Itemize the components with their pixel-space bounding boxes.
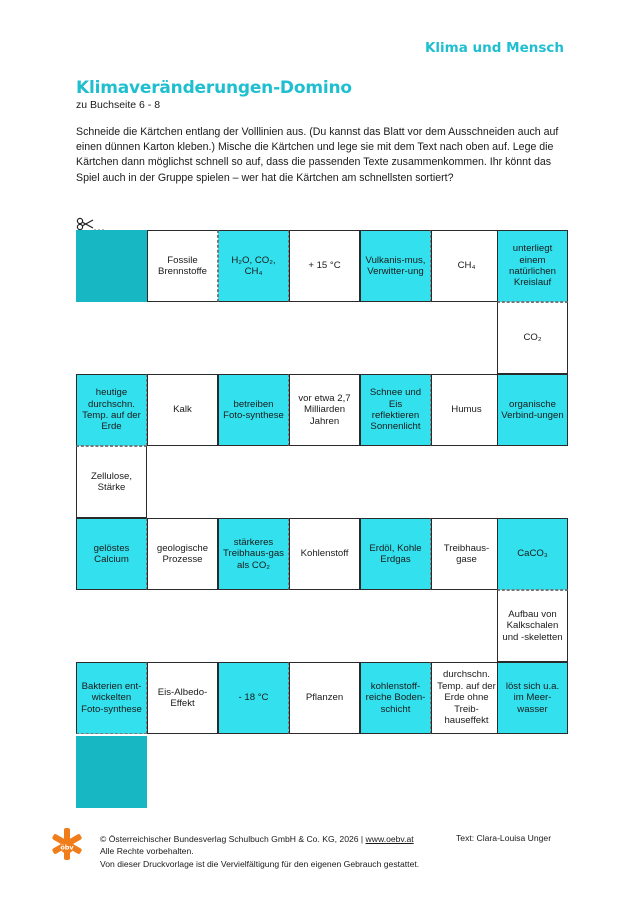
start-block (76, 230, 147, 302)
domino-card[interactable]: - 18 °C (218, 662, 289, 734)
domino-card[interactable]: vor etwa 2,7 Milliarden Jahren (289, 374, 360, 446)
domino-card[interactable]: betreiben Foto-synthese (218, 374, 289, 446)
instructions-text: Schneide die Kärtchen entlang der Volllinien aus. (Du kannst das Blatt vor dem Ausschneiden auch auf einen dünnen Karton kleben.) Mische die Kärtchen und lege sie mit dem Text nach oben auf. Lege die Kärtchen dann möglichst schnell so auf, dass die passenden Texte zusammenkommen. Ihr könnt das Spiel auch in der Gruppe spielen – wer hat die Kärtchen am schnellsten sortiert? (76, 126, 559, 184)
rights-text: Alle Rechte vorbehalten. (100, 846, 194, 857)
domino-card[interactable]: unterliegt einem natürlichen Kreislauf (497, 230, 568, 302)
domino-card[interactable]: stärkeres Treibhaus-gas als CO₂ (218, 518, 289, 590)
domino-card[interactable]: H₂O, CO₂, CH₄ (218, 230, 289, 302)
domino-card[interactable]: CaCO₃ (497, 518, 568, 590)
domino-card[interactable]: + 15 °C (289, 230, 360, 302)
domino-card[interactable]: CH₄ (431, 230, 502, 302)
oebv-logo (52, 827, 82, 861)
domino-card[interactable]: Eis-Albedo-Effekt (147, 662, 218, 734)
domino-card[interactable]: gelöstes Calcium (76, 518, 147, 590)
domino-card[interactable]: Fossile Brennstoffe (147, 230, 218, 302)
logo-text: öbv (60, 843, 74, 852)
domino-card[interactable]: kohlenstoff-reiche Boden-schicht (360, 662, 431, 734)
page-title: Klimaveränderungen-Domino (76, 78, 352, 98)
domino-card[interactable]: Erdöl, Kohle Erdgas (360, 518, 431, 590)
domino-card[interactable]: geologische Prozesse (147, 518, 218, 590)
domino-card[interactable]: Kalk (147, 374, 218, 446)
domino-card[interactable]: Humus (431, 374, 502, 446)
domino-card[interactable]: CO₂ (497, 302, 568, 374)
domino-card[interactable]: Schnee und Eis reflektieren Sonnenlicht (360, 374, 431, 446)
page-subtitle: zu Buchseite 6 - 8 (76, 99, 161, 111)
author-credit: Text: Clara-Louisa Unger (456, 833, 552, 843)
footer (100, 833, 419, 870)
end-block (76, 736, 147, 808)
publisher-link[interactable]: www.oebv.at (365, 834, 414, 844)
domino-card[interactable]: Aufbau von Kalkschalen und -skeletten (497, 590, 568, 662)
domino-card[interactable]: organische Verbind-ungen (497, 374, 568, 446)
domino-grid (76, 230, 568, 808)
domino-card[interactable]: Pflanzen (289, 662, 360, 734)
domino-card[interactable]: durchschn. Temp. auf der Erde ohne Treib-hauseffekt (431, 662, 502, 734)
scissors-icon (76, 217, 106, 231)
domino-card[interactable]: Treibhaus-gase (431, 518, 502, 590)
section-header: Klima und Mensch (424, 40, 564, 56)
domino-card[interactable]: heutige durchschn. Temp. auf der Erde (76, 374, 147, 446)
domino-card[interactable]: Bakterien ent-wickelten Foto-synthese (76, 662, 147, 734)
domino-card[interactable]: Kohlenstoff (289, 518, 360, 590)
domino-card[interactable]: Zellulose, Stärke (76, 446, 147, 518)
copy-notice: Von dieser Druckvorlage ist die Vervielfältigung für den eigenen Gebrauch gestattet. (100, 858, 420, 869)
domino-card[interactable]: löst sich u.a. im Meer-wasser (497, 662, 568, 734)
copyright-text: © Österreichischer Bundesverlag Schulbuch GmbH & Co. KG, 2026 | (100, 834, 364, 844)
domino-card[interactable]: Vulkanis-mus, Verwitter-ung (360, 230, 431, 302)
